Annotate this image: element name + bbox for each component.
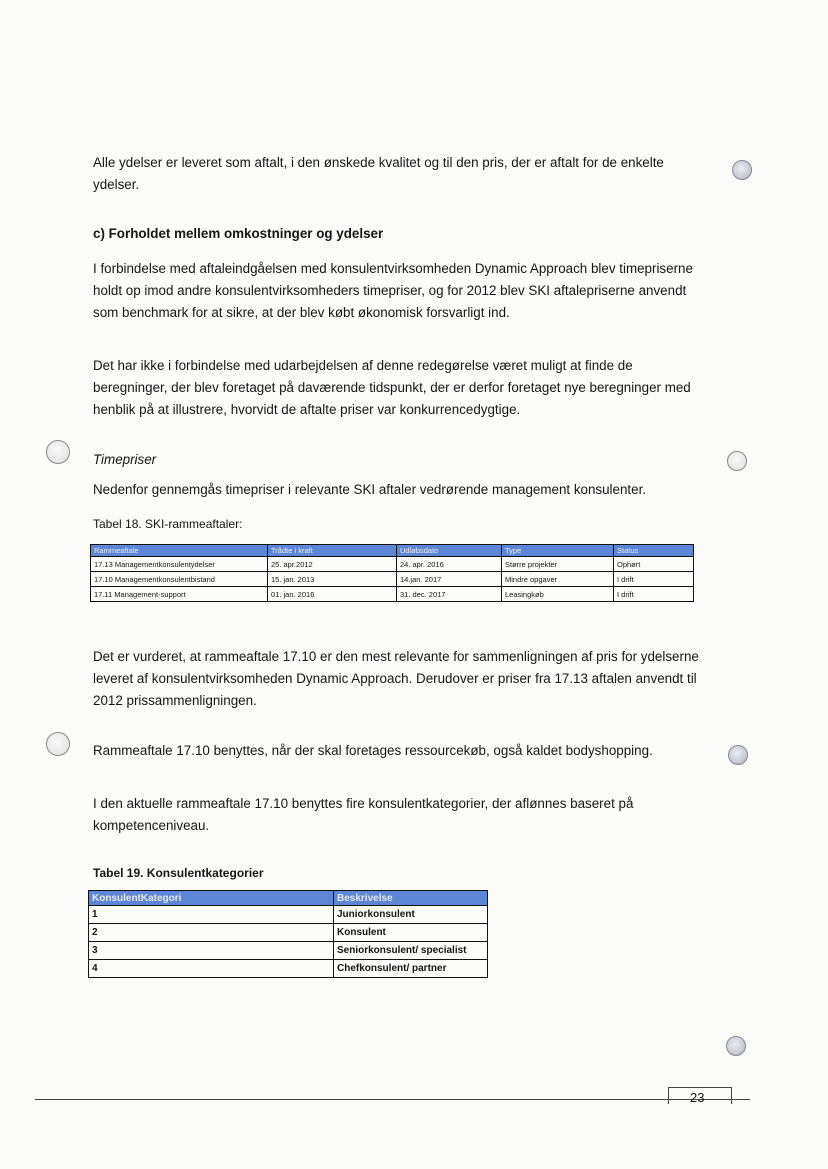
table-cell: 15. jan. 2013: [268, 572, 397, 587]
paragraph-bodyshopping: Rammeaftale 17.10 benyttes, når der skal foretages ressourcekøb, også kaldet bodyshopping.: [93, 743, 653, 758]
table-row: [91, 557, 694, 572]
table-cell: 14.jan. 2017: [397, 572, 502, 587]
table-row: [89, 906, 488, 924]
table-cell: I drift: [614, 572, 694, 587]
table-cell: 24. apr. 2016: [397, 557, 502, 572]
table-cell: 17.13 Managementkonsulentydelser: [91, 557, 268, 572]
table-row: [91, 587, 694, 602]
punch-hole-icon: [46, 732, 70, 756]
page-number: 23: [690, 1090, 705, 1105]
header-cell: Beskrivelse: [334, 891, 488, 906]
punch-hole-icon: [46, 440, 70, 464]
header-cell: Status: [614, 545, 694, 557]
table-ski-rammeaftaler: [90, 544, 694, 602]
table-cell: Chefkonsulent/ partner: [334, 960, 488, 978]
table-cell: Konsulent: [334, 924, 488, 942]
table-cell: 17.11 Management-support: [91, 587, 268, 602]
punch-hole-icon: [726, 1036, 746, 1056]
table-konsulentkategorier: [88, 890, 488, 978]
punch-hole-icon: [732, 160, 752, 180]
punch-hole-icon: [727, 451, 747, 471]
paragraph-quality: Alle ydelser er leveret som aftalt, i den ønskede kvalitet og til den pris, der er aftalt for de enkelte ydelser.: [93, 155, 664, 192]
footer-rule: [35, 1099, 750, 1100]
header-cell: Rammeaftale: [91, 545, 268, 557]
table19-caption: Tabel 19. Konsulentkategorier: [93, 866, 264, 880]
header-cell: Trådte i kraft: [268, 545, 397, 557]
table-header-row: [91, 545, 694, 557]
table-cell: Mindre opgaver: [502, 572, 614, 587]
paragraph-benchmark: I forbindelse med aftaleindgåelsen med konsulentvirksomheden Dynamic Approach blev timepriserne holdt op imod andre konsulentvirksomheders timepriser, og for 2012 blev SKI aftalepriserne anvendt som benchmark for at sikre, at der blev købt økonomisk forsvarligt ind.: [93, 261, 693, 320]
table-row: [89, 960, 488, 978]
table-cell: I drift: [614, 587, 694, 602]
table-row: [89, 924, 488, 942]
table-cell: 25. apr.2012: [268, 557, 397, 572]
table-cell: Juniorkonsulent: [334, 906, 488, 924]
table-cell: Større projekter: [502, 557, 614, 572]
table-cell: Leasingkøb: [502, 587, 614, 602]
table-cell: 17.10 Managementkonsulentbistand: [91, 572, 268, 587]
paragraph-assessment: Det er vurderet, at rammeaftale 17.10 er den mest relevante for sammenligningen af pris for ydelserne leveret af konsulentvirksomheden Dynamic Approach. Derudover er priser fra 17.13 aftalen anvendt til 2012 prissammenligningen.: [93, 649, 699, 708]
paragraph-categories: I den aktuelle rammeaftale 17.10 benyttes fire konsulentkategorier, der aflønnes baseret på kompetenceniveau.: [93, 796, 634, 833]
paragraph-calculations: Det har ikke i forbindelse med udarbejdelsen af denne redegørelse været muligt at finde de beregninger, der blev foretaget på daværende tidspunkt, der er derfor foretaget nye beregninger med henblik på at illustrere, hvorvidt de aftalte priser var konkurrencedygtige.: [93, 358, 691, 417]
header-cell: Udløbsdato: [397, 545, 502, 557]
table-header-row: [89, 891, 488, 906]
table-cell: 31. dec. 2017: [397, 587, 502, 602]
table-cell: 4: [89, 960, 334, 978]
subheading-timepriser: Timepriser: [93, 452, 157, 467]
table-row: [89, 942, 488, 960]
table-row: [91, 572, 694, 587]
table-cell: Seniorkonsulent/ specialist: [334, 942, 488, 960]
table18-caption: Tabel 18. SKI-rammeaftaler:: [93, 517, 243, 531]
table-cell: 3: [89, 942, 334, 960]
table-cell: 01. jan. 2016: [268, 587, 397, 602]
table-cell: 1: [89, 906, 334, 924]
header-cell: KonsulentKategori: [89, 891, 334, 906]
section-heading-c: c) Forholdet mellem omkostninger og ydelser: [93, 226, 384, 241]
table-cell: Ophørt: [614, 557, 694, 572]
paragraph-intro-prices: Nedenfor gennemgås timepriser i relevante SKI aftaler vedrørende management konsulenter.: [93, 482, 647, 497]
table-cell: 2: [89, 924, 334, 942]
header-cell: Type: [502, 545, 614, 557]
punch-hole-icon: [728, 745, 748, 765]
